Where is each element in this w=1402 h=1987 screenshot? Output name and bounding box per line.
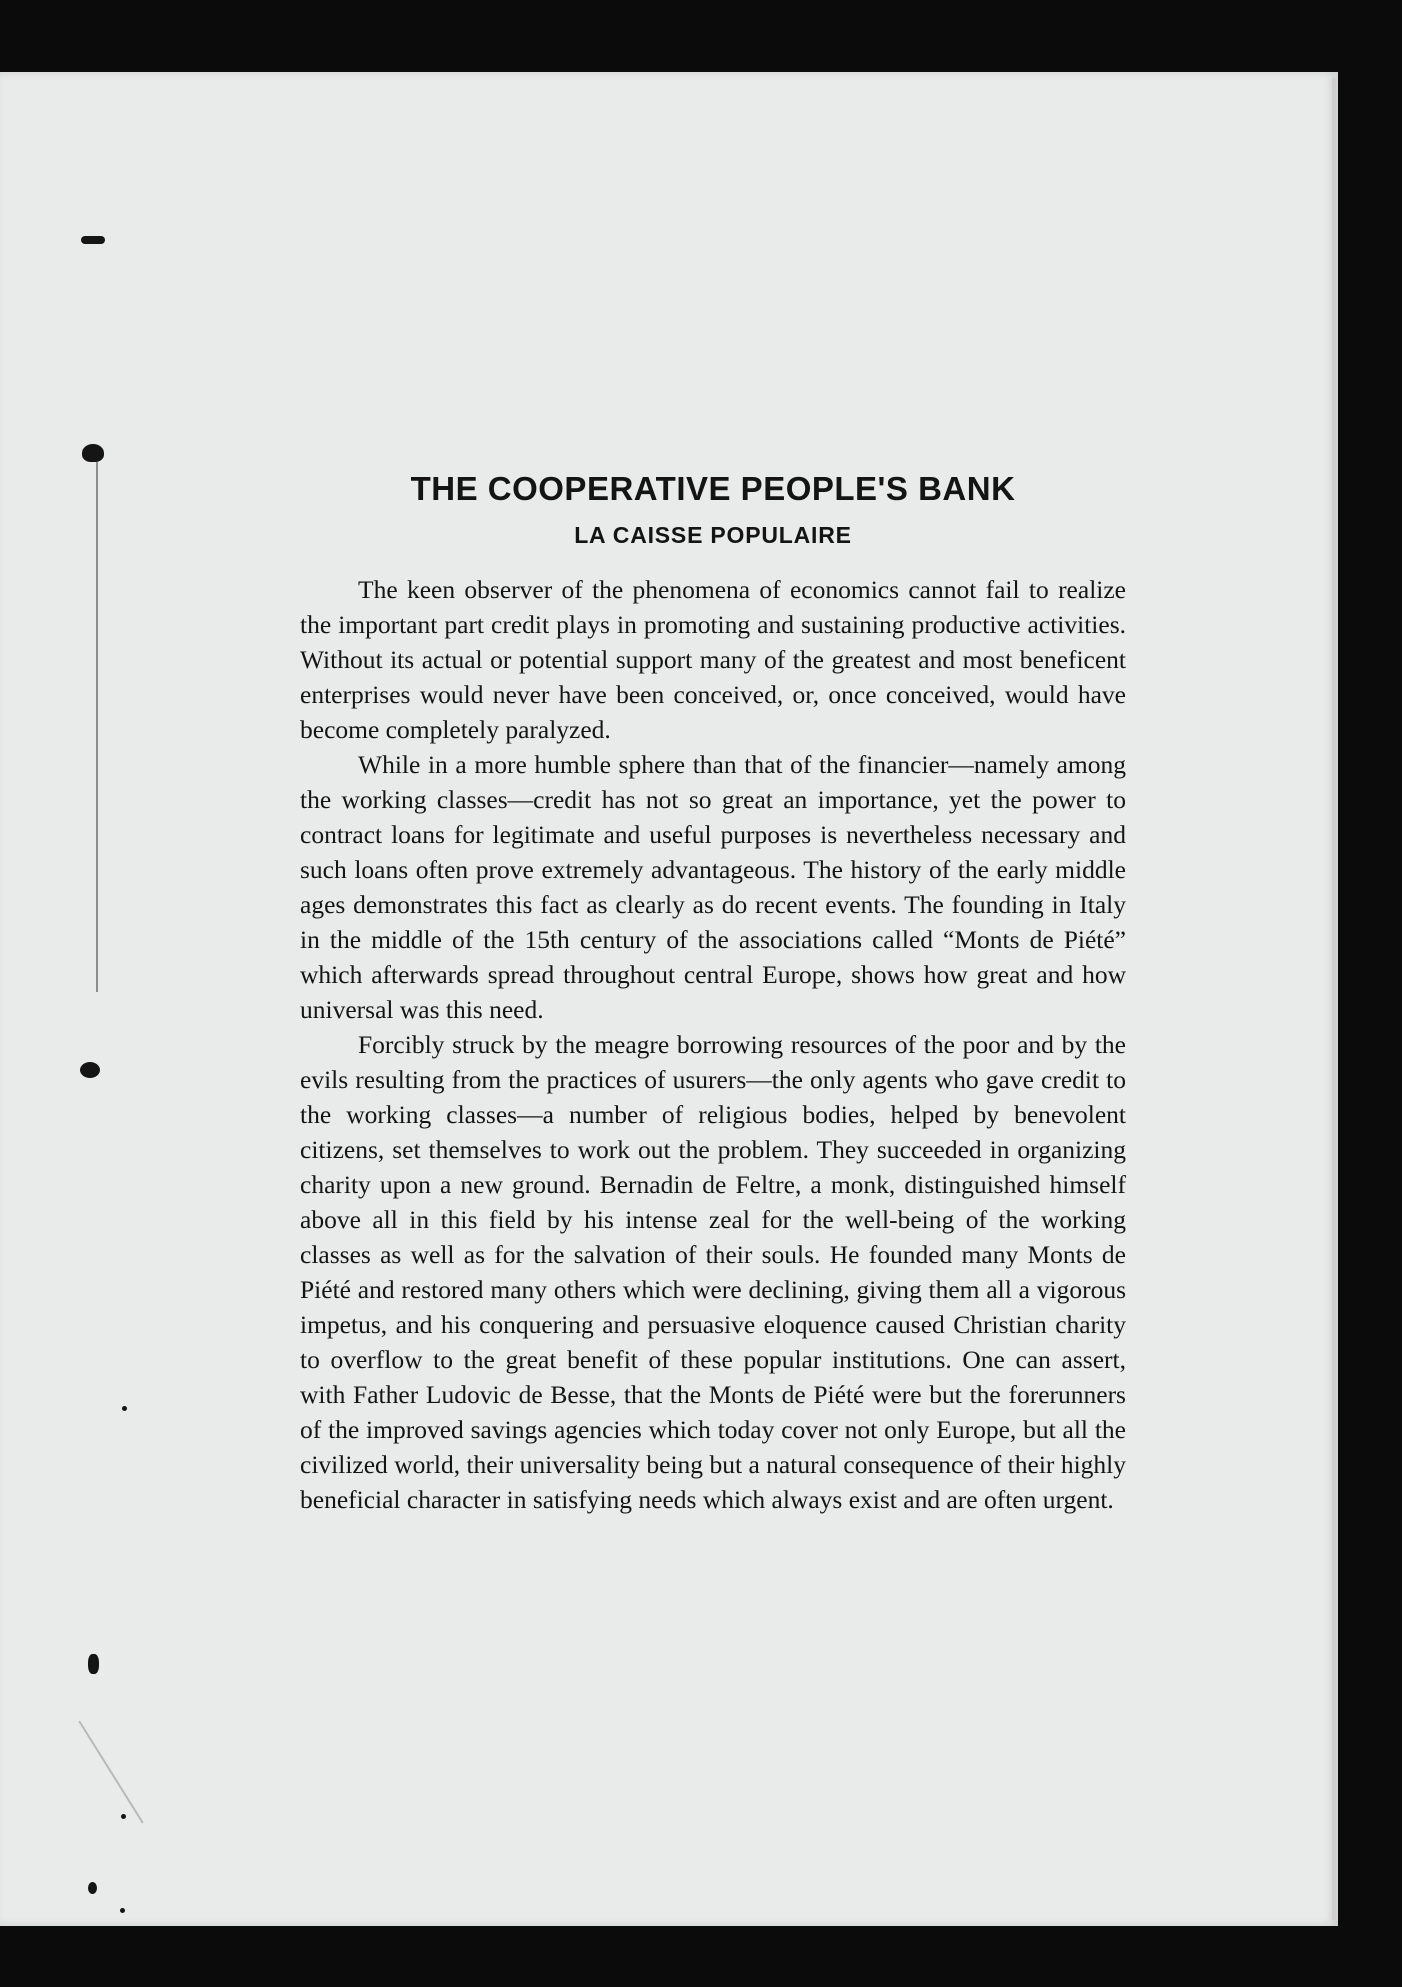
page-edge <box>1332 78 1336 1920</box>
ink-dot <box>121 1814 126 1819</box>
ink-mark-blob <box>80 1062 100 1078</box>
ink-margin-line <box>96 462 98 992</box>
ink-mark-blob <box>88 1654 99 1674</box>
ink-dot <box>122 1406 127 1411</box>
scan-streak <box>78 1721 143 1824</box>
ink-mark-blob <box>82 444 104 462</box>
document-title: THE COOPERATIVE PEOPLE'S BANK <box>410 470 1016 507</box>
ink-dot <box>120 1908 125 1913</box>
article <box>300 464 1126 1517</box>
document-subtitle: LA CAISSE POPULAIRE <box>574 522 852 548</box>
ink-mark-dash <box>81 236 105 244</box>
body-paragraph: Forcibly struck by the meagre borrowing resources of the poor and by the evils resulting from the practices of usurers—the only agents who gave credit to the working classes—a number of religious bodies, helped by benevolent citizens, set themselves to work out the problem. They succeeded in organizing charity upon a new ground. Bernadin de Feltre, a monk, distinguished himself above all in this field by his intense zeal for the well-being of the working classes as well as for the salvation of their souls. He founded many Monts de Piété and restored many others which were declining, giving them all a vigorous impetus, and his conquering and persuasive eloquence caused Christian charity to overflow to the great benefit of these popular institutions. One can assert, with Father Ludovic de Besse, that the Monts de Piété were but the forerunners of the improved savings agencies which today cover not only Europe, but all the civilized world, their universality being but a natural consequence of their highly beneficial character in satisfying needs which always exist and are often urgent. <box>300 1030 1126 1514</box>
body-paragraph: While in a more humble sphere than that of the financier—namely among the working classes—credit has not so great an importance, yet the power to contract loans for legitimate and useful purposes is nevertheless necessary and such loans often prove extremely advantageous. The history of the early middle ages demonstrates this fact as clearly as do recent events. The founding in Italy in the middle of the 15th century of the associations called “Monts de Piété” which afterwards spread throughout central Europe, shows how great and how universal was this need. <box>300 750 1126 1024</box>
ink-mark-blob <box>88 1882 97 1894</box>
document-page <box>0 72 1338 1926</box>
body-paragraph: The keen observer of the phenomena of economics cannot fail to realize the important part credit plays in promoting and sustaining productive activities. Without its actual or potential support many of the greatest and most beneficent enterprises would never have been conceived, or, once conceived, would have become completely paralyzed. <box>300 575 1126 744</box>
